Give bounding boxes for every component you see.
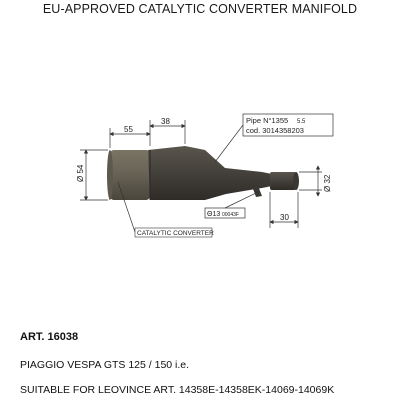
pipe-number-suffix: 5.5 <box>297 119 306 125</box>
fitting-main-text: Θ13 <box>207 211 221 218</box>
dimension-38-label: 38 <box>161 117 170 126</box>
dimension-30 <box>270 192 298 228</box>
vehicle-model: PIAGGIO VESPA GTS 125 / 150 i.e. <box>20 359 190 371</box>
catalytic-converter-label: CATALYTIC CONVERTER <box>137 230 214 237</box>
dimension-diameter-54-label: Ø 54 <box>76 164 85 182</box>
dimension-30-label: 30 <box>280 213 289 222</box>
dimension-diameter-32 <box>299 166 322 196</box>
inlet-end <box>107 150 113 200</box>
pipe-number-text: Pipe N°1355 <box>246 116 289 125</box>
outlet-end <box>293 172 299 190</box>
outlet-pipe <box>270 172 296 190</box>
manifold-body <box>148 146 272 200</box>
pipe-cod-text: cod. 3014358203 <box>246 126 304 135</box>
dimension-diameter-32-label: Ø 32 <box>323 174 332 192</box>
fitting-code-text: 00043F <box>222 212 239 218</box>
catalytic-converter-section <box>110 150 150 200</box>
article-number: ART. 16038 <box>20 331 79 343</box>
compatibility-text: SUITABLE FOR LEOVINCE ART. 14358E-14358EK-14069-14069K <box>20 384 335 396</box>
dimension-55-label: 55 <box>124 125 133 134</box>
exhaust-part <box>107 146 299 200</box>
page-title: EU-APPROVED CATALYTIC CONVERTER MANIFOLD <box>42 2 358 16</box>
